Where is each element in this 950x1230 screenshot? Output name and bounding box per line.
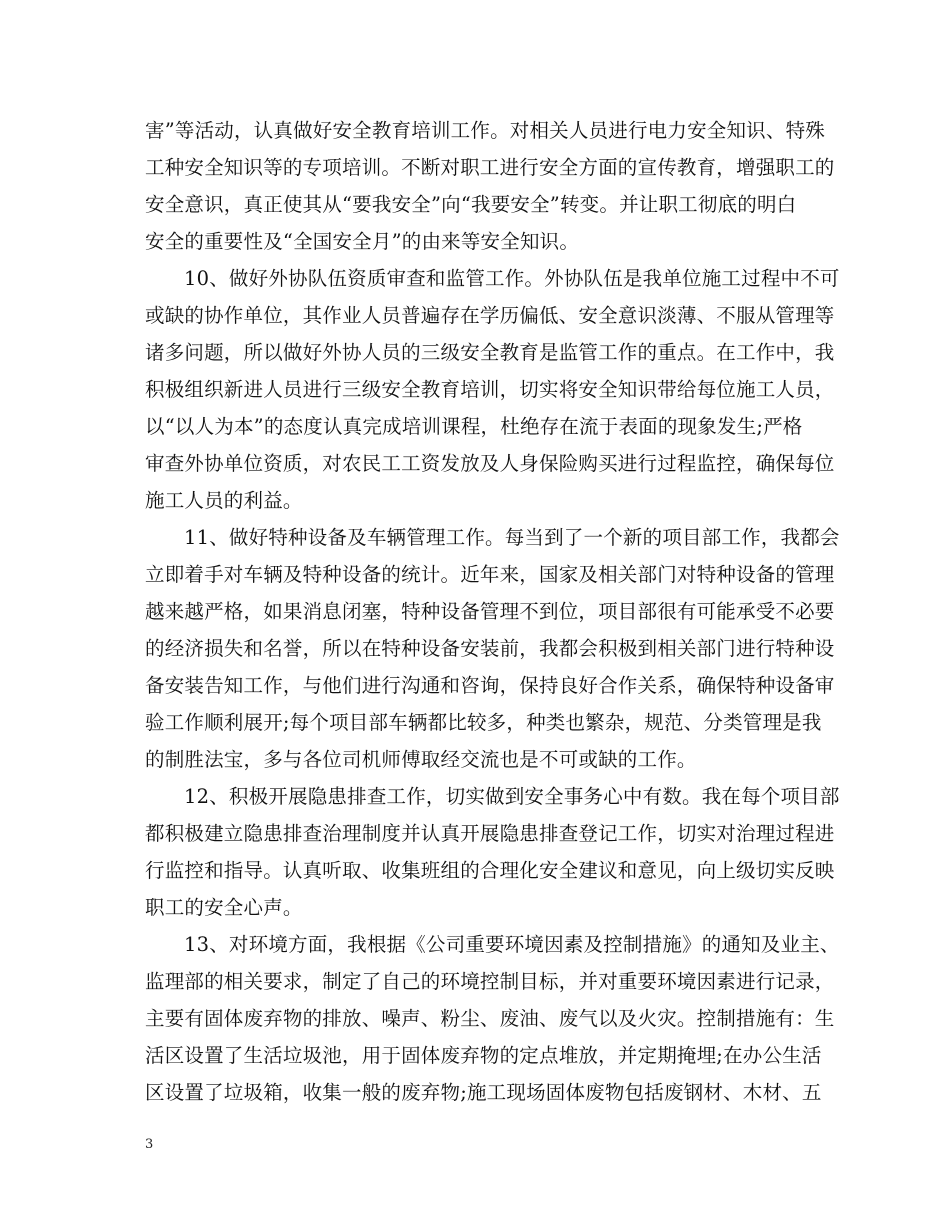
paragraph-line: 工种安全知识等的专项培训。不断对职工进行安全方面的宣传教育，增强职工的 xyxy=(145,156,835,179)
paragraph-line: 行监控和指导。认真听取、收集班组的合理化安全建议和意见，向上级切实反映 xyxy=(145,859,835,882)
paragraph xyxy=(145,926,840,1111)
paragraph-line: 职工的安全心声。 xyxy=(145,896,303,919)
paragraph-line: 安全意识，真正使其从“要我安全”向“我要安全”转变。并让职工彻底的明白 xyxy=(145,193,797,216)
paragraph-line: 立即着手对车辆及特种设备的统计。近年来，国家及相关部门对特种设备的管理 xyxy=(145,563,835,586)
page-number: 3 xyxy=(145,1137,154,1152)
paragraph-line: 的经济损失和名誉，所以在特种设备安装前，我都会积极到相关部门进行特种设 xyxy=(145,637,835,660)
paragraph-line: 10、做好外协队伍资质审查和监管工作。外协队伍是我单位施工过程中不可 xyxy=(184,267,840,290)
paragraph-line: 11、做好特种设备及车辆管理工作。每当到了一个新的项目部工作，我都会 xyxy=(184,526,840,549)
paragraph-line: 或缺的协作单位，其作业人员普遍存在学历偏低、安全意识淡薄、不服从管理等 xyxy=(145,304,835,327)
paragraph-line: 害”等活动，认真做好安全教育培训工作。对相关人员进行电力安全知识、特殊 xyxy=(145,119,825,142)
paragraph xyxy=(145,778,840,926)
paragraph-line: 区设置了垃圾箱，收集一般的废弃物;施工现场固体废物包括废钢材、木材、五 xyxy=(145,1081,822,1104)
paragraph-line: 积极组织新进人员进行三级安全教育培训，切实将安全知识带给每位施工人员， xyxy=(145,378,835,401)
paragraph-line: 12、积极开展隐患排查工作，切实做到安全事务心中有数。我在每个项目部 xyxy=(184,785,840,808)
paragraph-line: 诸多问题，所以做好外协人员的三级安全教育是监管工作的重点。在工作中，我 xyxy=(145,341,835,364)
paragraph-line: 安全的重要性及“全国安全月”的由来等安全知识。 xyxy=(145,230,580,253)
paragraph xyxy=(145,112,835,260)
paragraph-line: 施工人员的利益。 xyxy=(145,489,303,512)
paragraph xyxy=(145,519,840,778)
paragraph xyxy=(145,260,840,519)
document-body xyxy=(145,112,840,1111)
paragraph-line: 监理部的相关要求，制定了自己的环境控制目标，并对重要环境因素进行记录， xyxy=(145,970,835,993)
paragraph-line: 都积极建立隐患排查治理制度并认真开展隐患排查登记工作，切实对治理过程进 xyxy=(145,822,835,845)
paragraph-line: 的制胜法宝，多与各位司机师傅取经交流也是不可或缺的工作。 xyxy=(145,748,697,771)
paragraph-line: 活区设置了生活垃圾池，用于固体废弃物的定点堆放，并定期掩埋;在办公生活 xyxy=(145,1044,822,1067)
paragraph-line: 验工作顺利展开;每个项目部车辆都比较多，种类也繁杂，规范、分类管理是我 xyxy=(145,711,822,734)
paragraph-line: 以“以人为本”的态度认真完成培训课程，杜绝存在流于表面的现象发生;严格 xyxy=(145,415,803,438)
paragraph-line: 越来越严格，如果消息闭塞，特种设备管理不到位，项目部很有可能承受不必要 xyxy=(145,600,835,623)
paragraph-line: 审查外协单位资质，对农民工工资发放及人身保险购买进行过程监控，确保每位 xyxy=(145,452,835,475)
paragraph-line: 13、对环境方面，我根据《公司重要环境因素及控制措施》的通知及业主、 xyxy=(184,933,840,956)
paragraph-line: 主要有固体废弃物的排放、噪声、粉尘、废油、废气以及火灾。控制措施有：生 xyxy=(145,1007,835,1030)
paragraph-line: 备安装告知工作，与他们进行沟通和咨询，保持良好合作关系，确保特种设备审 xyxy=(145,674,835,697)
